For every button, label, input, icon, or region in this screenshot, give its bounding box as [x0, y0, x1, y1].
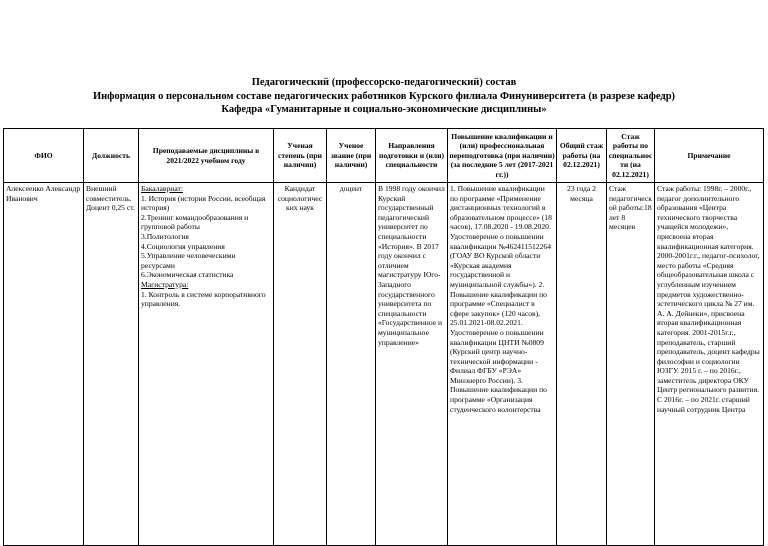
table-header-row [4, 129, 764, 183]
title-line-3: Кафедра «Гуманитарные и социально-экономические дисциплины» [221, 104, 547, 115]
page-titles [0, 76, 768, 117]
header-fio: ФИО [4, 129, 84, 183]
bachelor-item: 5.Управление человеческими ресурсами [141, 251, 236, 270]
header-disciplines: Преподаваемые дисциплины в 2021/2022 учебном году [139, 129, 274, 183]
cell-specialty: В 1998 году окончил Курский государственный педагогический университет по специальности «История». В 2017 году окончил с отличием магистратуру Юго-Западного государственного университета по специальности «Государственное и муниципальное управление» [376, 183, 448, 546]
header-special-experience: Стаж работы по специальности (на 02.12.2021) [607, 129, 655, 183]
header-total-experience: Общий стаж работы (на 02.12.2021) [557, 129, 607, 183]
header-notes: Примечание [655, 129, 764, 183]
title-line-1: Педагогический (профессорско-педагогический) состав [251, 77, 517, 88]
bachelor-item: 1. История (история России, всеобщая история) [141, 193, 266, 213]
header-specialty: Направления подготовки и (или) специальности [376, 129, 448, 183]
title-line-2: Информация о персональном составе педагогических работников Курского филиала Финуниверситета (в разрезе кафедр) [92, 90, 676, 102]
bachelor-item: 2.Тренинг командообразования и групповой работы [141, 212, 249, 232]
master-item: 1. Контроль в системе корпоративного управления. [141, 289, 266, 309]
cell-qualification: 1. Повышение квалификации по программе «Применение дистанционных технологий в образовательном процессе» (18 часов), 17.08.2020 - 19.08.2020. Удостоверение о повышении квалификации №462411512264 (ГОАУ ВО Курской области «Курская академия государственной и муниципальной службы»). 2. Повышение квалификации по программе «Специалист в сфере закупок» (120 часов), 25.01.2021-08.02.2021. Удостоверение о повышении квалификации ЦНТИ №0809 (Курский центр научно-технической информации - Филиал ФГБУ «РЭА» Минэнерго России). 3. Повышение квалификации по программе «Организация студенческого волонтерства [448, 183, 557, 546]
cell-total-experience: 23 года 2 месяца [557, 183, 607, 546]
header-title: Ученое звание (при наличии) [327, 129, 376, 183]
table-row [4, 183, 764, 546]
cell-position: Внешний совместитель. Доцент 0,25 ст. [84, 183, 139, 546]
cell-notes: Стаж работы: 1998г. – 2000г., педагог дополнительного образования «Центра технического творчества учащейся молодежи», присвоена вторая квалификационная категория. 2000-2001г.г., педагог-психолог, место работы «Средняя общеобразовательная школа с углубленным изучением предметов художественно-эстетического цикла № 27 им. А. А. Дейнеки», присвоена вторая квалификационная категория. 2001-2015г.г., преподаватель, старший преподаватель, доцент кафедры философии и социологии ЮЗГУ. 2015 г. – по 2016г., заместитель директора ОКУ Центр регионального развития. С 2016г. – по 2021г. старший научный сотрудник Центра [655, 183, 764, 546]
bachelor-item: 4.Социология управления [141, 241, 225, 251]
bachelor-heading: Бакалавриат: [141, 184, 183, 193]
cell-fio: Алексеенко Александр Иванович [4, 183, 84, 546]
cell-disciplines [139, 183, 274, 546]
bachelor-item: 6.Экономическая статистика [141, 270, 234, 280]
header-position: Должность [84, 129, 139, 183]
cell-special-experience: Стаж педагогической работы:18 лет 8 месяцев [607, 183, 655, 546]
master-heading: Магистратура: [141, 279, 189, 289]
cell-degree: Кандидат социологических наук [274, 183, 327, 546]
header-degree: Ученая степень (при наличии) [274, 129, 327, 183]
bachelor-item: 3.Политология [141, 231, 189, 241]
staff-table [3, 128, 764, 546]
cell-title: доцент [327, 183, 376, 546]
header-qualification: Повышение квалификации и (или) профессиональная переподготовка (при наличии) (за последние 5 лет (2017-2021 гг.)) [448, 129, 557, 183]
